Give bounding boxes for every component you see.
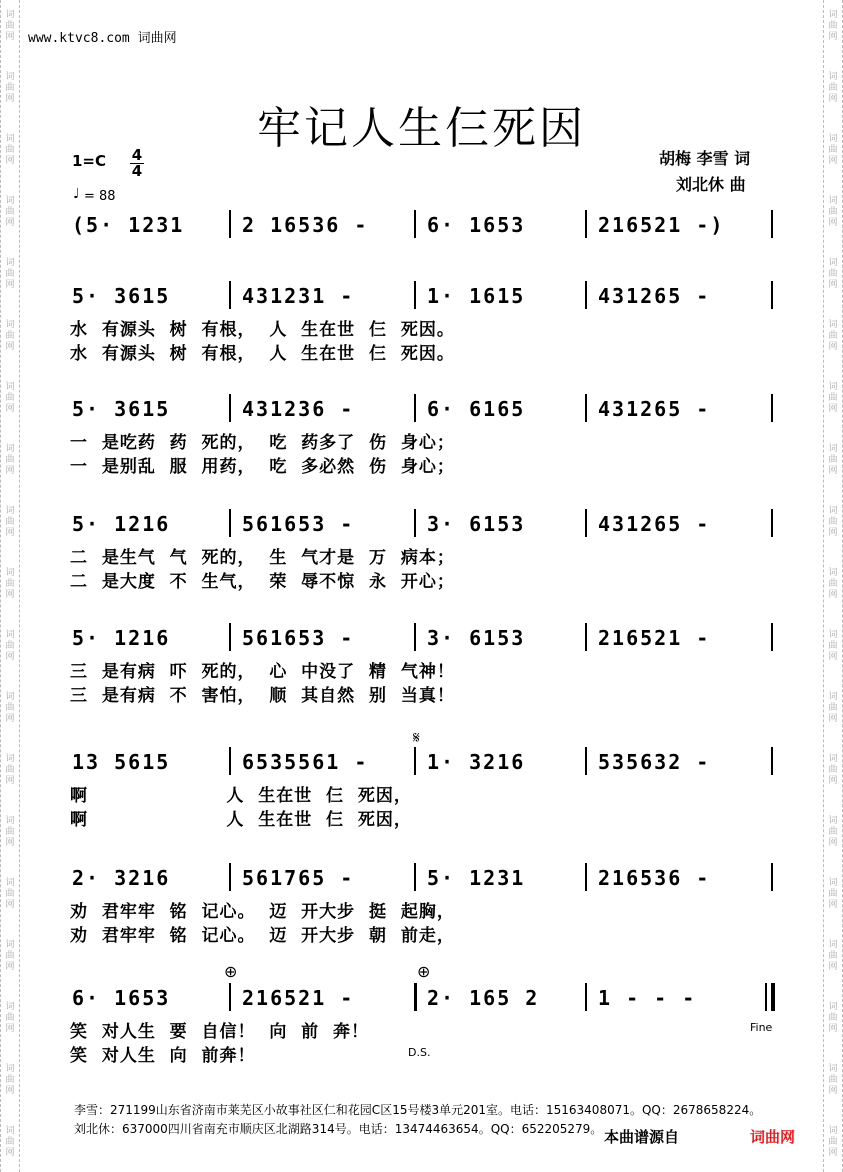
bar-line (585, 863, 587, 891)
watermark-glyph: 词 曲 网 (828, 630, 838, 662)
lyrics-verse-2: 三 是有病 不 害怕， 顺 其自然 别 当真！ (70, 686, 455, 706)
watermark-glyph: 词 曲 网 (5, 754, 15, 786)
bar-line (771, 747, 773, 775)
lyrics-verse-1: 啊 人 生在世 仨 死因， (70, 786, 412, 806)
melody-measure: 6· 1653 (427, 213, 526, 237)
watermark-glyph: 词 曲 网 (828, 754, 838, 786)
bar-line (585, 509, 587, 537)
melody-measure: 216521 - (598, 626, 711, 650)
watermark-glyph: 词 曲 网 (5, 1002, 15, 1034)
lyricist-credit: 胡梅 李雪 词 (659, 149, 751, 168)
melody-measure: 5· 3615 (72, 284, 171, 308)
watermark-glyph: 词 曲 网 (5, 10, 15, 42)
bar-line (414, 983, 417, 1011)
lyrics-verse-2: 笑 对人生 向 前奔！ (70, 1046, 256, 1066)
melody-measure: 216521 - (242, 986, 355, 1010)
bar-line (229, 210, 231, 238)
melody-measure: 6· 1653 (72, 986, 171, 1010)
coda-icon: ⊕ (224, 962, 238, 981)
bar-line (414, 394, 416, 422)
watermark-glyph: 词 曲 网 (5, 692, 15, 724)
bar-line (414, 281, 416, 309)
melody-measure: (5· 1231 (72, 213, 185, 237)
bar-line (585, 747, 587, 775)
brand-label: 词曲网 (750, 1128, 796, 1146)
bar-line (229, 747, 231, 775)
watermark-glyph: 词 曲 网 (5, 444, 15, 476)
watermark-glyph: 词 曲 网 (828, 72, 838, 104)
watermark-glyph: 词 曲 网 (828, 258, 838, 290)
footer-contact-liubeixiu: 刘北休：637000四川省南充市顺庆区北湖路314号。电话：13474463654。QQ：652205279。 (74, 1122, 603, 1136)
watermark-glyph: 词 曲 网 (5, 382, 15, 414)
bar-line (585, 210, 587, 238)
lyrics-verse-1: 笑 对人生 要 自信！ 向 前 奔！ (70, 1022, 370, 1042)
bar-line (771, 281, 773, 309)
melody-measure: 535632 - (598, 750, 711, 774)
watermark-glyph: 词 曲 网 (828, 878, 838, 910)
lyrics-verse-2: 二 是大度 不 生气， 荣 辱不惊 永 开心； (70, 572, 455, 592)
watermark-glyph: 词 曲 网 (828, 444, 838, 476)
bar-line (229, 509, 231, 537)
watermark-glyph: 词 曲 网 (828, 320, 838, 352)
bar-line (414, 210, 416, 238)
time-signature-bottom: 4 (131, 162, 143, 180)
bar-line (771, 509, 773, 537)
key-signature: 1=C (72, 152, 107, 170)
watermark-glyph: 词 曲 网 (5, 196, 15, 228)
watermark-glyph: 词 曲 网 (5, 816, 15, 848)
page-title: 牢记人生仨死因 (257, 103, 586, 154)
melody-measure: 431265 - (598, 397, 711, 421)
watermark-glyph: 词 曲 网 (5, 134, 15, 166)
melody-measure: 431265 - (598, 284, 711, 308)
bar-line (414, 747, 416, 775)
watermark-glyph: 词 曲 网 (828, 382, 838, 414)
melody-measure: 2· 165 2 (427, 986, 540, 1010)
watermark-glyph: 词 曲 网 (5, 940, 15, 972)
lyrics-verse-1: 水 有源头 树 有根， 人 生在世 仨 死因。 (70, 320, 455, 340)
melody-measure: 431265 - (598, 512, 711, 536)
watermark-glyph: 词 曲 网 (5, 1126, 15, 1158)
bar-line (771, 210, 773, 238)
melody-measure: 3· 6153 (427, 512, 526, 536)
watermark-glyph: 词 曲 网 (5, 1064, 15, 1096)
source-label: 本曲谱源自 (604, 1128, 680, 1146)
melody-measure: 5· 1216 (72, 512, 171, 536)
melody-measure: 3· 6153 (427, 626, 526, 650)
composer-credit: 刘北休 曲 (676, 175, 746, 194)
bar-line (414, 863, 416, 891)
bar-line (229, 281, 231, 309)
melody-measure: 561653 - (242, 626, 355, 650)
watermark-glyph: 词 曲 网 (828, 506, 838, 538)
melody-measure: 6535561 - (242, 750, 369, 774)
lyrics-verse-1: 劝 君牢牢 铭 记心。 迈 开大步 挺 起胸， (70, 902, 455, 922)
right-watermark-strip (823, 0, 843, 1172)
watermark-glyph: 词 曲 网 (828, 1002, 838, 1034)
melody-measure: 2 16536 - (242, 213, 369, 237)
melody-measure: 13 5615 (72, 750, 171, 774)
bar-line (585, 983, 587, 1011)
footer-contact-lixue: 李雪：271199山东省济南市莱芜区小故事社区仁和花园C区15号楼3单元201室。电话：15163408071。QQ：2678658224。 (74, 1103, 762, 1117)
lyrics-verse-1: 二 是生气 气 死的， 生 气才是 万 病本； (70, 548, 455, 568)
lyrics-verse-2: 水 有源头 树 有根， 人 生在世 仨 死因。 (70, 344, 455, 364)
fine-label: Fine (750, 1021, 773, 1034)
lyrics-verse-1: 一 是吃药 药 死的， 吃 药多了 伤 身心； (70, 433, 455, 453)
lyrics-verse-2: 一 是别乱 服 用药， 吃 多必然 伤 身心； (70, 457, 455, 477)
melody-measure: 1· 3216 (427, 750, 526, 774)
bar-line (414, 623, 416, 651)
lyrics-verse-2: 劝 君牢牢 铭 记心。 迈 开大步 朝 前走， (70, 926, 455, 946)
final-bar-line (765, 983, 767, 1011)
watermark-glyph: 词 曲 网 (5, 258, 15, 290)
quarter-note-icon: ♩ (73, 186, 80, 202)
bar-line (585, 623, 587, 651)
bar-line (771, 983, 775, 1011)
bar-line (771, 863, 773, 891)
left-watermark-strip (0, 0, 20, 1172)
watermark-glyph: 词 曲 网 (828, 10, 838, 42)
coda-icon: ⊕ (417, 962, 431, 981)
melody-measure: 5· 1231 (427, 866, 526, 890)
melody-measure: 561653 - (242, 512, 355, 536)
melody-measure: 216521 -) (598, 213, 725, 237)
bar-line (585, 281, 587, 309)
segno-icon: 𝄋 (413, 728, 420, 747)
watermark-glyph: 词 曲 网 (828, 1126, 838, 1158)
watermark-glyph: 词 曲 网 (5, 568, 15, 600)
bar-line (229, 394, 231, 422)
ds-label: D.S. (408, 1046, 431, 1059)
watermark-glyph: 词 曲 网 (5, 878, 15, 910)
melody-measure: 6· 6165 (427, 397, 526, 421)
watermark-glyph: 词 曲 网 (5, 630, 15, 662)
melody-measure: 5· 3615 (72, 397, 171, 421)
bar-line (771, 623, 773, 651)
melody-measure: 1 - - - (598, 986, 697, 1010)
melody-measure: 431231 - (242, 284, 355, 308)
melody-measure: 2· 3216 (72, 866, 171, 890)
lyrics-verse-2: 啊 人 生在世 仨 死因， (70, 810, 412, 830)
watermark-glyph: 词 曲 网 (828, 134, 838, 166)
watermark-glyph: 词 曲 网 (5, 320, 15, 352)
bar-line (585, 394, 587, 422)
melody-measure: 431236 - (242, 397, 355, 421)
bar-line (414, 509, 416, 537)
melody-measure: 216536 - (598, 866, 711, 890)
watermark-glyph: 词 曲 网 (828, 1064, 838, 1096)
watermark-glyph: 词 曲 网 (828, 568, 838, 600)
melody-measure: 561765 - (242, 866, 355, 890)
bar-line (229, 863, 231, 891)
time-signature-top: 4 (131, 146, 143, 164)
watermark-glyph: 词 曲 网 (828, 692, 838, 724)
watermark-glyph: 词 曲 网 (5, 506, 15, 538)
bar-line (229, 623, 231, 651)
watermark-glyph: 词 曲 网 (5, 72, 15, 104)
site-label: www.ktvc8.com 词曲网 (28, 31, 177, 46)
bar-line (229, 983, 231, 1011)
watermark-glyph: 词 曲 网 (828, 196, 838, 228)
watermark-glyph: 词 曲 网 (828, 940, 838, 972)
watermark-glyph: 词 曲 网 (828, 816, 838, 848)
melody-measure: 1· 1615 (427, 284, 526, 308)
tempo-marking: = 88 (84, 189, 116, 204)
lyrics-verse-1: 三 是有病 吓 死的， 心 中没了 精 气神！ (70, 662, 455, 682)
melody-measure: 5· 1216 (72, 626, 171, 650)
bar-line (771, 394, 773, 422)
